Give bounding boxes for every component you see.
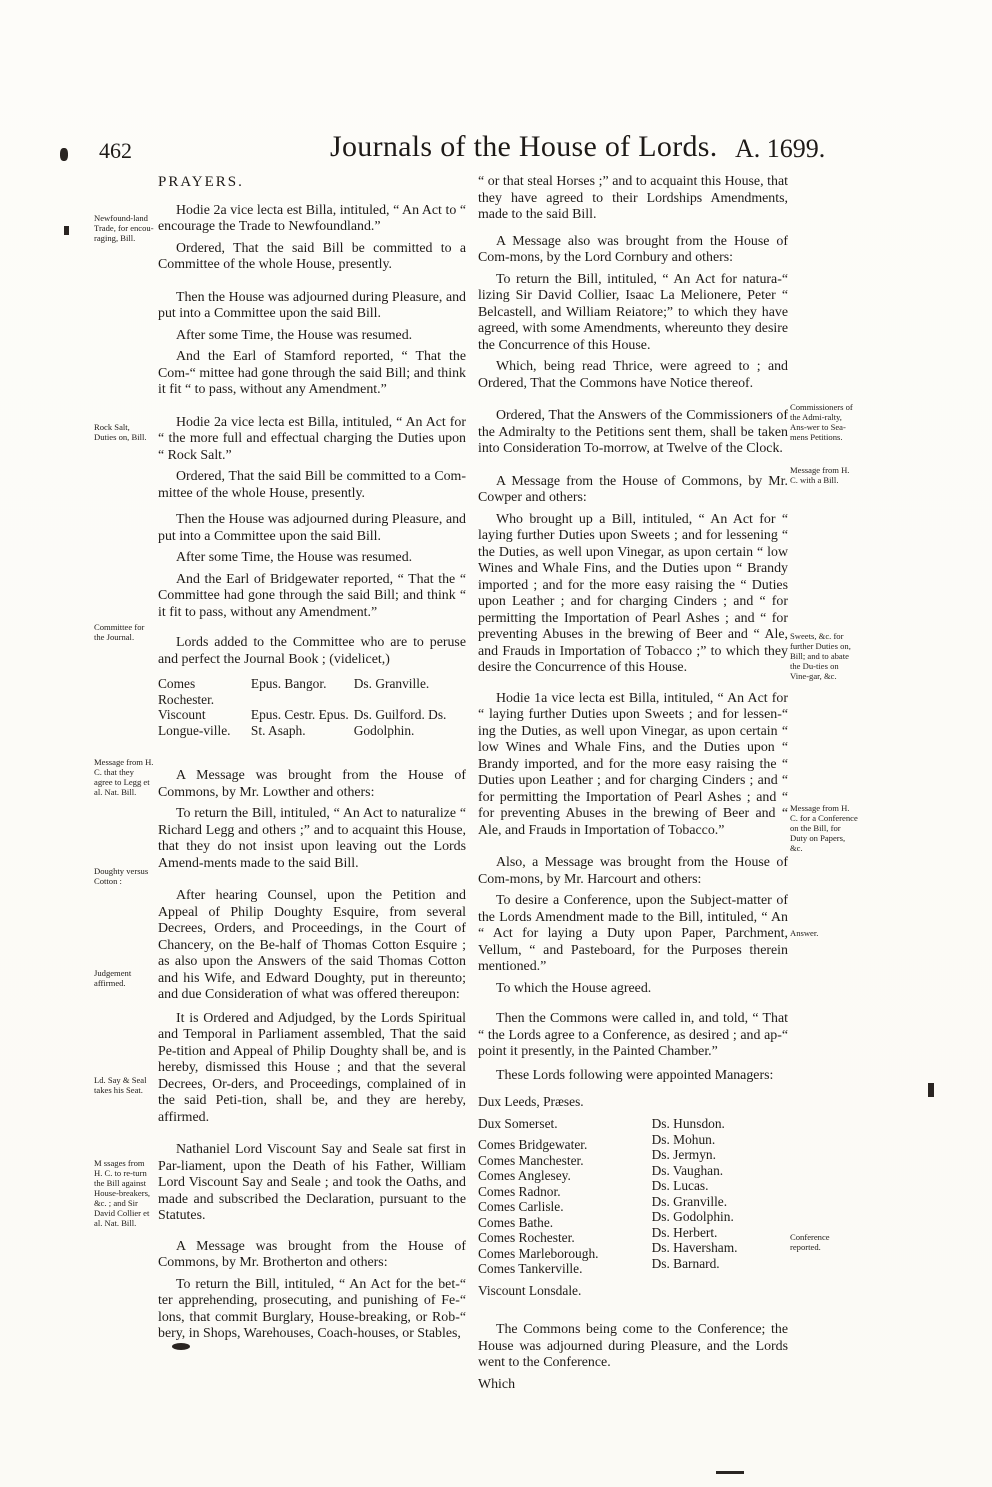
margin-note: Sweets, &c. for further Duties on, Bill; and to abate the Du-ties on Vine-gar, &c.	[790, 631, 851, 681]
manager-name: Comes Marleborough.	[478, 1245, 599, 1261]
manager-name: Comes Radnor.	[478, 1183, 561, 1199]
table-cell: Ds. Granville.	[353, 676, 430, 691]
table-cell: Viscount Longue-ville.	[158, 707, 231, 738]
manager-name: Ds. Jermyn.	[651, 1147, 716, 1162]
page-title: Journals of the House of Lords.	[330, 130, 718, 163]
margin-note: Ld. Say & Seal takes his Seat.	[94, 1075, 147, 1095]
paragraph: And the Earl of Bridgewater reported, “ That the “ Committee had gone through the said Bill; and think “ it fit to pass, without any Amendment.”	[158, 571, 466, 620]
paragraph: It is Ordered and Adjudged, by the Lords Spiritual and Temporal in Parliament assembled, That the said Pe-tition and Appeal of Philip Doughty shall be, and is hereby, dismissed this House ; and that the several Decrees, Or-ders, and Proceedings, complained of in the said Peti-tion, shall be, and they are hereby, affirmed.	[158, 1010, 466, 1125]
paragraph: Hodie 2a vice lecta est Billa, intituled, “ An Act for “ the more full and effectual charging the Duties upon “ Rock Salt.”	[158, 414, 466, 463]
page-header	[0, 130, 992, 170]
table-cell: Comes Rochester.	[158, 676, 215, 707]
manager-name: Comes Manchester.	[478, 1152, 584, 1168]
paragraph: Hodie 2a vice lecta est Billa, intituled, “ An Act to “ encourage the Trade to Newfoundland.”	[158, 202, 466, 234]
manager-name: Dux Somerset.	[478, 1115, 558, 1131]
paragraph: Ordered, That the said Bill be committed to a Com-mittee of the whole House, presently.	[158, 469, 466, 501]
manager-name: Viscount Lonsdale.	[478, 1282, 582, 1298]
paragraph: Then the House was adjourned during Pleasure, and put into a Committee upon the said Bill.	[158, 512, 466, 544]
catchword: Which	[478, 1376, 516, 1392]
margin-note: Message from H. C. for a Conference on the Bill, for Duty on Papers, &c.	[790, 803, 858, 853]
paragraph: These Lords following were appointed Managers:	[496, 1067, 774, 1083]
scan-speck	[64, 226, 69, 235]
paragraph: To which the House agreed.	[496, 980, 652, 996]
margin-note: Message from H. C. with a Bill.	[790, 465, 850, 485]
margin-note: Conference reported.	[790, 1232, 830, 1252]
table-row	[158, 707, 466, 738]
margin-note: Rock Salt, Duties on, Bill.	[94, 422, 147, 442]
manager-name: Comes Rochester.	[478, 1230, 575, 1245]
paragraph: To return the Bill, intituled, “ An Act for the bet-“ ter apprehending, prosecuting, and punishing of Fe-“ lons, that commit Burglary, House-breaking, or Rob-“ bery, in Shops, Warehouses, Coach-houses, or Stables,	[158, 1276, 466, 1341]
table-row	[158, 676, 466, 707]
paragraph: Which, being read Thrice, were agreed to ; and Ordered, That the Commons have Notice thereof.	[478, 359, 788, 391]
managers-table	[478, 1094, 788, 1298]
manager-name: Ds. Vaughan.	[651, 1162, 724, 1178]
paragraph: After some Time, the House was resumed.	[176, 550, 413, 565]
table-cell: Epus. Cestr. Epus. St. Asaph.	[250, 707, 349, 738]
paragraph: Ordered, That the Answers of the Commissioners of the Admiralty to the Petitions sent them, shall be taken into Consideration To-morrow, at Twelve of the Clock.	[478, 408, 788, 456]
paragraph: A Message was brought from the House of Commons, by Mr. Brotherton and others:	[158, 1238, 466, 1270]
paragraph: A Message was brought from the House of Commons, by Mr. Lowther and others:	[158, 768, 466, 800]
paragraph: To desire a Conference, upon the Subject-matter of the Lords Amendment made to the Bill, intituled, “ An “ Act for laying a Duty upon Paper, Parchment, Vellum, “ and Pasteboard, for the Purposes therein mentioned.”	[478, 893, 788, 974]
scan-speck	[60, 148, 68, 161]
margin-note: Committee for the Journal.	[94, 622, 145, 642]
paragraph: Ordered, That the said Bill be committed to a Committee of the whole House, presently.	[158, 240, 466, 272]
manager-name: Ds. Godolphin.	[651, 1209, 734, 1224]
manager-name: Comes Bridgewater.	[478, 1137, 588, 1152]
margin-note: Commissioners of the Admi-ralty, Ans-wer to Sea-mens Petitions.	[790, 402, 853, 442]
margin-note: Newfound-land Trade, for encou-raging, Bill.	[94, 213, 154, 243]
paragraph: Also, a Message was brought from the House of Com-mons, by Mr. Harcourt and others:	[478, 855, 788, 887]
manager-name: Ds. Lucas.	[651, 1178, 709, 1193]
paragraph: A Message also was brought from the House of Com-mons, by the Lord Cornbury and others:	[478, 233, 788, 265]
manager-name: Ds. Herbert.	[651, 1224, 718, 1240]
page-number: 462	[99, 138, 132, 163]
manager-name: Comes Tankerville.	[478, 1261, 583, 1276]
manager-name: Comes Anglesey.	[478, 1168, 571, 1183]
paragraph: “ or that steal Horses ;” and to acquaint this House, that they have agreed to their Lordships Amendments, made to the said Bill.	[478, 174, 788, 222]
paragraph: Hodie 1a vice lecta est Billa, intituled, “ An Act for “ laying further Duties upon Sweets ; and for lessen-“ ing the Duties, as well upon Vinegar, as upon certain “ low Wines and Whale Fins, and the Duties upon “ Brandy imported, and for the more easy raising the “ Duties upon Leather ; and for charging Cinders ; and “ for permitting the Importation of Pearl Ashes ; and “ for preventing Abuses in the brewing of Beer and “ Ale, and Frauds in Importation of Tobacco.”	[478, 690, 788, 838]
paragraph: The Commons being come to the Conference; the House was adjourned during Pleasure, and the Lords went to the Conference.	[478, 1322, 788, 1370]
scan-speck	[172, 1343, 190, 1350]
margin-note: Judgement affirmed.	[94, 968, 132, 988]
paragraph: A Message from the House of Commons, by Mr. Cowper and others:	[478, 473, 788, 505]
margin-note: Doughty versus Cotton :	[94, 866, 149, 886]
paragraph: Who brought up a Bill, intituled, “ An Act for “ laying further Duties upon Sweets ; and for lessening “ the Duties, as well upon Vinegar, as upon certain “ low Wines and Whale Fins, and the Duties upon “ Brandy imported ; and for the more easy raising the “ Duties upon Leather ; and for charging Cinders ; and “ for permitting the Importation of Pearl Ashes ; and “ for preventing Abuses in the brewing of Beer and “ Ale, and Frauds in Importation of Tobacco ;” to which they desire the Concurrence of this House.	[478, 511, 788, 675]
manager-name: Ds. Barnard.	[651, 1255, 720, 1271]
manager-name: Ds. Granville.	[651, 1193, 728, 1209]
scan-speck	[716, 1471, 744, 1474]
manager-name: Comes Carlisle.	[478, 1199, 564, 1214]
margin-note: Message from H. C. that they agree to Legg et al. Nat. Bill.	[94, 757, 154, 797]
prayers-heading: PRAYERS.	[158, 174, 244, 190]
left-column	[158, 174, 466, 1343]
committee-lords-table	[158, 676, 466, 738]
paragraph: After some Time, the House was resumed.	[176, 327, 413, 343]
manager-name: Ds. Mohun.	[651, 1131, 716, 1147]
scan-speck	[928, 1083, 934, 1097]
manager-name: Ds. Hunsdon.	[651, 1116, 725, 1131]
paragraph: And the Earl of Stamford reported, “ That the Com-“ mittee had gone through the said Bill; and think it fit “ to pass, without any Amendment.”	[158, 349, 466, 397]
manager-name: Dux Leeds, Præses.	[478, 1094, 584, 1109]
manager-name: Ds. Haversham.	[651, 1240, 738, 1255]
paragraph: Then the House was adjourned during Pleasure, and put into a Committee upon the said Bill.	[158, 289, 466, 321]
margin-note: M ssages from H. C. to re-turn the Bill against House-breakers, &c. ; and Sir David Collier et al. Nat. Bill.	[94, 1158, 151, 1228]
table-cell: Epus. Bangor.	[250, 676, 327, 691]
right-column	[478, 174, 788, 1393]
paragraph: Lords added to the Committee who are to peruse and perfect the Journal Book ; (videlicet,)	[158, 635, 466, 667]
margin-note: Answer.	[790, 928, 819, 938]
paragraph: To return the Bill, intituled, “ An Act for natura-“ lizing Sir David Collier, Isaac La Melionere, Peter “ Belcastell, and William Reiatore;” to which they have agreed, with some Amendments, whereunto they desire the Concurrence of this House.	[478, 271, 788, 353]
manager-name: Comes Bathe.	[478, 1214, 554, 1230]
paragraph: To return the Bill, intituled, “ An Act to naturalize “ Richard Legg and others ;” and to acquaint this House, that they do not insist upon leaving out the Lords Amend-ments made to the said Bill.	[158, 806, 466, 871]
paragraph: After hearing Counsel, upon the Petition and Appeal of Philip Doughty Esquire, from several Decrees, Orders, and Proceedings, in the Court of Chancery, on the Be-half of Thomas Cotton Esquire ; as also upon the Answers of the said Thomas Cotton and his Wife, and Edward Doughty, put in thereunto; and due Consideration of what was offered thereupon:	[158, 888, 466, 1002]
table-cell: Ds. Guilford. Ds. Godolphin.	[353, 707, 447, 738]
paragraph: Then the Commons were called in, and told, “ That “ the Lords agree to a Conference, as desired ; and ap-“ point it presently, in the Painted Chamber.”	[478, 1011, 788, 1059]
page-year: A. 1699.	[735, 134, 826, 163]
paragraph: Nathaniel Lord Viscount Say and Seale sat first in Par-liament, upon the Death of his Father, William Lord Viscount Say and Seale ; and took the Oaths, and made and subscribed the Declaration, pursuant to the Statutes.	[158, 1142, 466, 1223]
